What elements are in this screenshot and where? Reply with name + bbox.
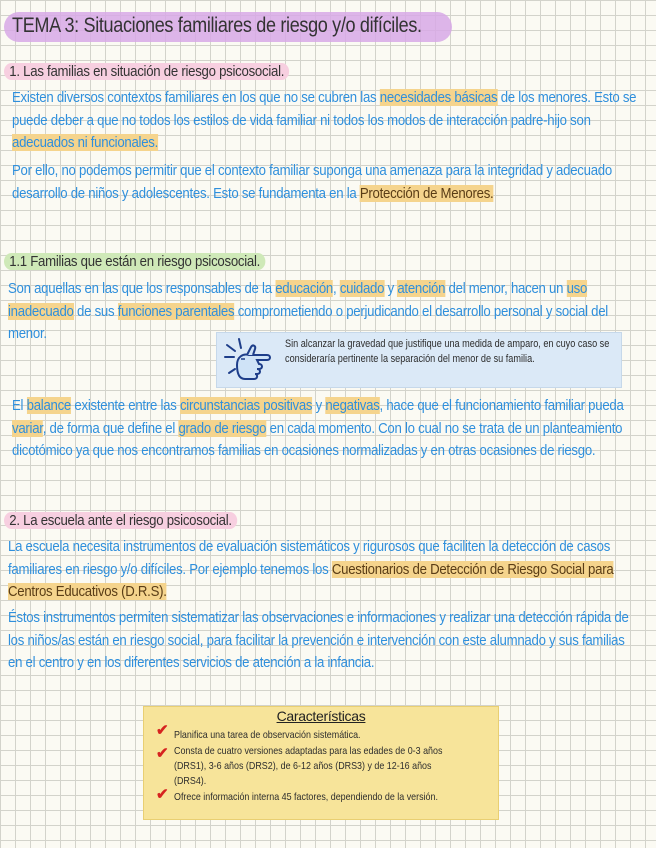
highlighted-text: negativas: [325, 397, 380, 414]
page-title: TEMA 3: Situaciones familiares de riesgo y/o difíciles.: [12, 14, 422, 37]
section2-heading-wrap: [4, 512, 269, 530]
section2-heading: 2. La escuela ante el riesgo psicosocial.: [4, 512, 237, 529]
text-run: existente entre las: [71, 397, 180, 414]
text-run: La escuela necesita instrumentos de evaluación sistemáticos y rigurosos que faciliten la detección de casos familiares en riesgo y/o difíciles. Por ejemplo tenemos los: [8, 538, 611, 578]
highlighted-text: adecuados ni funcionales.: [12, 134, 159, 151]
highlighted-text: atención: [397, 280, 446, 297]
card-line: (DRS1), 3-6 años (DRS2), de 6-12 años (DRS3) y de 12-16 años: [174, 760, 432, 772]
pointing-hand-icon: [221, 335, 279, 385]
text-run: El: [12, 397, 27, 414]
text-run: comprometiendo o perjudicando el desarrollo personal y social del menor.: [8, 302, 608, 342]
highlighted-text: cuidado: [339, 280, 385, 297]
highlighted-text: funciones parentales: [117, 302, 235, 320]
card-line: (DRS4).: [174, 775, 207, 787]
text-run: de sus: [73, 302, 118, 320]
note-text: Sin alcanzar la gravedad que justifique una medida de amparo, en cuyo caso se consideraría pertinente la separación del menor de su familia.: [285, 338, 610, 365]
section2-paragraph-2: [8, 607, 638, 675]
text-run: ,: [332, 280, 340, 297]
section1-heading-wrap: [4, 63, 328, 81]
text-run: y: [312, 397, 326, 414]
card-line: Ofrece información interna 45 factores, dependiendo de la versión.: [174, 791, 438, 803]
text-run: Existen diversos contextos familiares en los que no se cubren las: [12, 89, 380, 106]
highlighted-text: Protección de Menores.: [359, 184, 494, 202]
characteristics-card: [143, 706, 499, 820]
note-box: [216, 332, 622, 388]
highlighted-text: Cuestionarios de Detección de Riesgo Social para Centros Educativos (D.R.S).: [8, 560, 614, 600]
text-run: , hace que el funcionamiento familiar pueda: [379, 397, 624, 414]
section1-paragraph-2: [12, 160, 646, 205]
text-run: Son aquellas en las que los responsables de la: [8, 280, 276, 297]
checkmark-icon: ✔: [156, 786, 169, 803]
highlighted-text: circunstancias positivas: [179, 397, 313, 414]
highlighted-text: grado de riesgo: [178, 419, 267, 437]
section1-paragraph-1: [12, 87, 646, 155]
text-run: del menor, hacen un: [445, 280, 567, 297]
text-run: de los menores. Esto se puede deber a que no todos los estilos de vida familiar ni todos los modos de interacción padre-hijo son: [12, 89, 637, 129]
section11-paragraph-2: [12, 395, 639, 463]
checkmark-icon: ✔: [156, 722, 169, 739]
highlighted-text: uso inadecuado: [8, 280, 588, 320]
checkmark-icon: ✔: [156, 745, 169, 762]
text-run: y: [384, 280, 398, 297]
highlighted-text: necesidades básicas: [379, 89, 498, 106]
highlighted-text: variar: [12, 419, 43, 437]
highlighted-text: educación: [275, 280, 333, 297]
section2-paragraph-1: [8, 536, 636, 604]
section11-heading-wrap: [4, 253, 301, 271]
text-run: Éstos instrumentos permiten sistematizar las observaciones e informaciones y realizar una detección rápida de los niños/as están en riesgo social, para facilitar la prevención e intervención con este alumnado y sus familias en el centro y en los diferentes servicios de atención a la infancia.: [8, 609, 629, 671]
text-run: en cada momento. Con lo cual no se trata de un planteamiento dicotómico ya que nos encontramos familias en ocasiones normalizadas y en otras ocasiones de riesgo.: [12, 419, 623, 459]
highlighted-text: balance: [26, 397, 72, 414]
section1-heading: 1. Las familias en situación de riesgo psicosocial.: [4, 63, 289, 80]
card-title: Características: [276, 708, 366, 724]
section11-heading: 1.1 Familias que están en riesgo psicosocial.: [4, 253, 265, 270]
card-line: Consta de cuatro versiones adaptadas para las edades de 0-3 años: [174, 745, 443, 757]
text-run: Por ello, no podemos permitir que el contexto familiar suponga una amenaza para la integridad y adecuado desarrollo de niños y adolescentes. Esto se fundamenta en la: [12, 162, 612, 202]
card-line: Planifica una tarea de observación sistemática.: [174, 729, 361, 741]
text-run: , de forma que define el: [42, 419, 179, 437]
